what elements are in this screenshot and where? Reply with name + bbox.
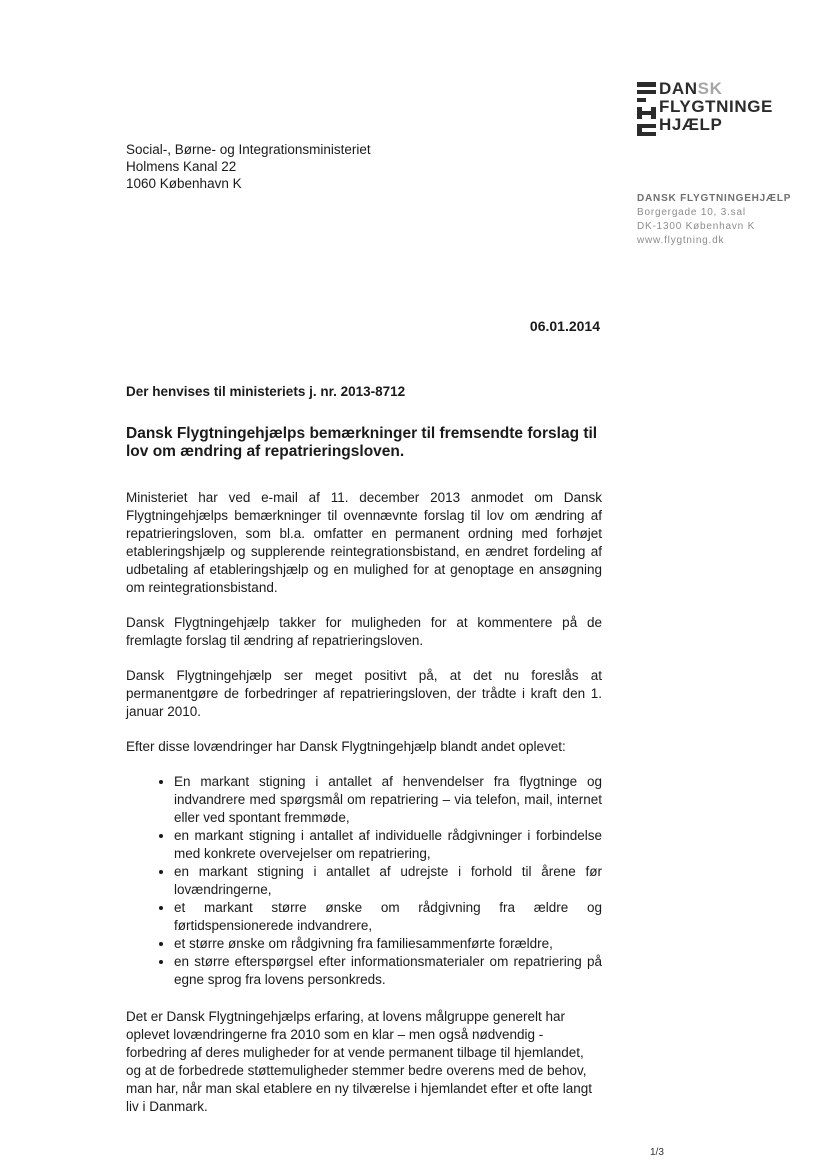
experience-list bbox=[126, 773, 602, 989]
recipient-line-3: 1060 København K bbox=[126, 176, 242, 191]
sender-name: DANSK FLYGTNINGEHJÆLP bbox=[637, 193, 792, 204]
letter-body bbox=[126, 489, 602, 1133]
paragraph: Dansk Flygtningehjælp takker for muligheden for at kommentere på de fremlagte forslag til ændring af repatrieringsloven. bbox=[126, 615, 602, 648]
list-item: • en markant stigning i antallet af udrejste i forhold til årene før lovændringerne, bbox=[174, 863, 602, 899]
dfh-logo-mark-icon bbox=[637, 80, 657, 138]
sender-address bbox=[637, 192, 791, 248]
sender-street: Borgergade 10, 3.sal bbox=[637, 207, 746, 218]
letter-date: 06.01.2014 bbox=[529, 318, 600, 334]
letter-heading: Dansk Flygtningehjælps bemærkninger til fremsendte forslag til lov om ændring af repatrieringsloven. bbox=[126, 425, 598, 460]
list-item: • en større efterspørgsel efter informationsmaterialer om repatriering på egne sprog fra lovens personkreds. bbox=[174, 953, 602, 989]
paragraph: Efter disse lovændringer har Dansk Flygtningehjælp blandt andet oplevet: bbox=[126, 739, 566, 754]
dfh-logo-wordmark bbox=[659, 80, 773, 134]
reference-line: Der henvises til ministeriets j. nr. 2013-8712 bbox=[126, 384, 406, 399]
list-item: • En markant stigning i antallet af henvendelser fra flygtninge og indvandrere med spørgsmål om repatriering – via telefon, mail, internet eller ved spontant fremmøde, bbox=[174, 773, 602, 827]
logo-line1-light: SK bbox=[697, 79, 723, 98]
recipient-line-1: Social-, Børne- og Integrationsministeriet bbox=[126, 142, 371, 157]
recipient-address bbox=[126, 141, 371, 192]
recipient-line-2: Holmens Kanal 22 bbox=[126, 159, 237, 174]
sender-city: DK-1300 København K bbox=[637, 221, 756, 232]
paragraph: Ministeriet har ved e-mail af 11. december 2013 anmodet om Dansk Flygtningehjælps bemærkninger til ovennævnte forslag til lov om ændring af repatrieringsloven, som bl.a. omfatter en permanent ordning med forhøjet etableringshjælp og supplerende reintegrationsbistand, en ændret fordeling af udbetaling af etableringshjælp og en mulighed for at genoptage en ansøgning om reintegrationsbistand. bbox=[126, 490, 602, 595]
page-number: 1/3 bbox=[650, 1147, 664, 1158]
logo-line1-bold: DAN bbox=[659, 79, 698, 98]
list-item: • et større ønske om rådgivning fra familiesammenførte forældre, bbox=[174, 935, 602, 953]
logo-line2: FLYGTNINGE bbox=[659, 97, 773, 116]
closing-paragraph: Det er Dansk Flygtningehjælps erfaring, at lovens målgruppe generelt har oplevet lovændringerne fra 2010 som en klar – men også nødvendig - forbedring af deres muligheder for at vende permanent tilbage til hjemlandet, og at de forbedrede støttemuligheder stemmer bedre overens med de behov, man har, når man skal etablere en ny tilværelse i hjemlandet efter et ofte langt liv i Danmark. bbox=[126, 1009, 593, 1114]
dfh-logo bbox=[637, 80, 787, 140]
paragraph: Dansk Flygtningehjælp ser meget positivt på, at det nu foreslås at permanentgøre de forbedringer af repatrieringsloven, der trådte i kraft den 1. januar 2010. bbox=[126, 668, 602, 719]
sender-web: www.flygtning.dk bbox=[637, 235, 725, 246]
list-item: • en markant stigning i antallet af individuelle rådgivninger i forbindelse med konkrete overvejelser om repatriering, bbox=[174, 827, 602, 863]
logo-line3: HJÆLP bbox=[659, 115, 723, 134]
list-item: • et markant større ønske om rådgivning fra ældre og førtidspensionerede indvandrere, bbox=[174, 899, 602, 935]
